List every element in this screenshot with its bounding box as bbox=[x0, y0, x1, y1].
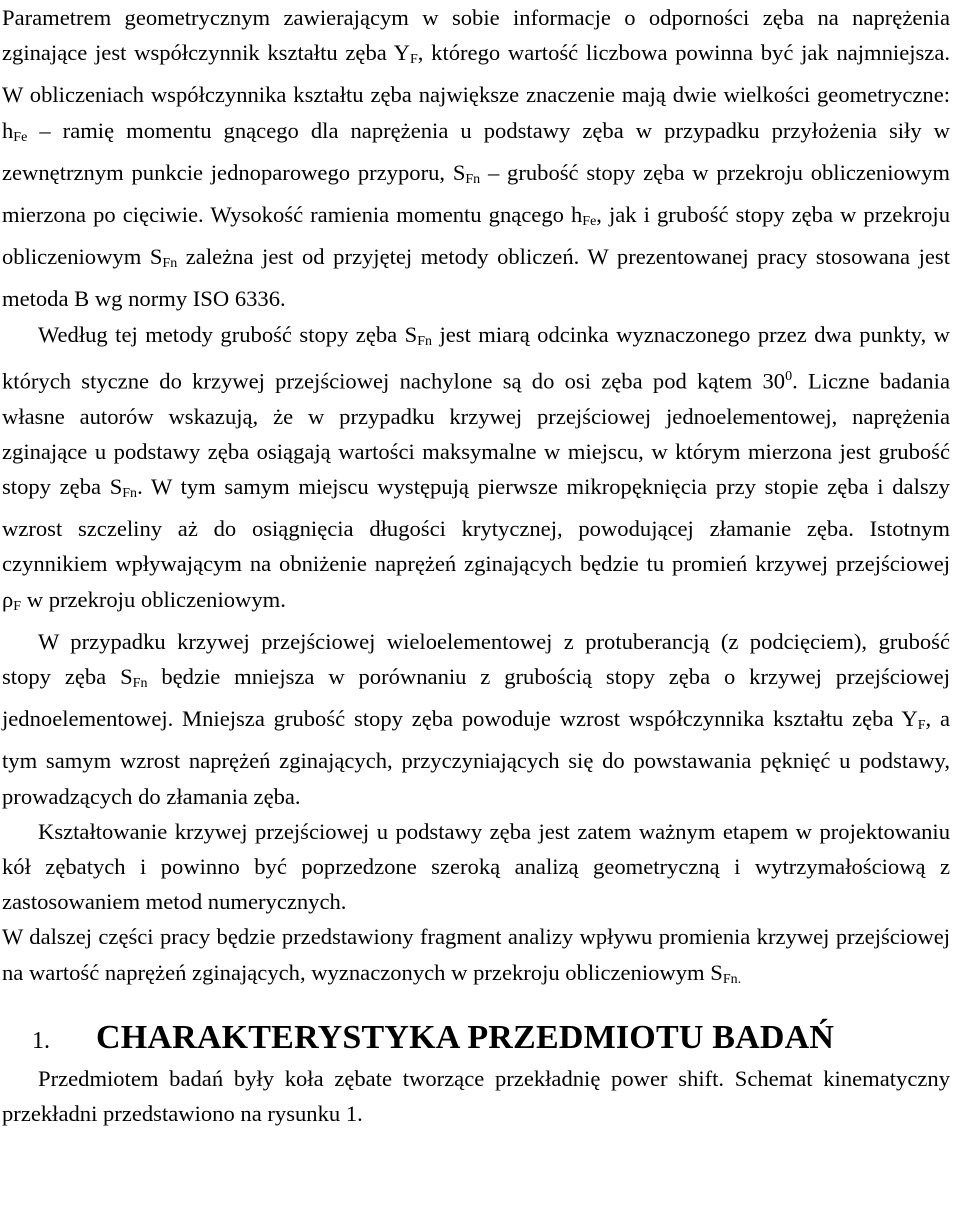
subscript: F bbox=[409, 52, 418, 68]
section-number: 1. bbox=[32, 1027, 50, 1054]
paragraph-shaping: Kształtowanie krzywej przejściowej u podstawy zęba jest zatem ważnym etapem w projektowaniu kół zębatych i powinno być poprzedzone szeroką analizą geometryczną i wytrzymałościową z zastosowaniem metod numerycznych. bbox=[2, 818, 950, 915]
paragraph-subject: Przedmiotem badań były koła zębate tworzące przekładnię power shift. Schemat kinematyczny przekładni przedstawiono na rysunku 1. bbox=[2, 1065, 950, 1127]
subscript: Fn bbox=[417, 333, 433, 349]
subscript: Fn. bbox=[722, 971, 742, 987]
subscript: Fe bbox=[13, 129, 28, 145]
subscript: F bbox=[917, 718, 926, 734]
subscript: Fn bbox=[465, 171, 481, 187]
paragraph-further-analysis: W dalszej części pracy będzie przedstawiony fragment analizy wpływu promienia krzywej przejściowej na wartość naprężeń zginających, wyznaczonych w przekroju obliczeniowym $S_{Fn.}$ bbox=[2, 924, 950, 987]
subscript: F bbox=[13, 598, 22, 614]
subscript: Fe bbox=[582, 214, 597, 230]
paragraph-shape-factor: Parametrem geometrycznym zawierającym w sobie informacje o odporności zęba na naprężenia zginające jest współczynnik kształtu zęba $Y_F$, którego wartość liczbowa powinna być jak najmniejsza. W obliczeniach współczynnika kształtu zęba największe znaczenie mają dwie wielkości geometryczne: $h_{Fe}$ – ramię momentu gnącego dla naprężenia u podstawy zęba w przypadku przyłożenia siły w zewnętrznym punkcie jednoparowego przyporu, $S_{Fn}$ – grubość stopy zęba w przekroju obliczeniowym mierzona po cięciwie. Wysokość ramienia momentu gnącego $h_{Fe}$, jak i grubość stopy zęba w przekroju obliczeniowym $S_{Fn}$ zależna jest od przyjętej metody obliczeń. W prezentowanej pracy stosowana jest metoda B wg normy ISO 6336. bbox=[2, 5, 951, 312]
subscript: Fn bbox=[162, 256, 178, 272]
subscript: Fn bbox=[122, 485, 138, 501]
superscript: 0 bbox=[785, 368, 793, 384]
paragraph-protuberance: W przypadku krzywej przejściowej wieloelementowej z protuberancją (z podcięciem), grubość stopy zęba $S_{Fn}$ będzie mniejsza w porównaniu z grubością stopy zęba o krzywej przejściowej jednoelementowej. Mniejsza grubość stopy zęba powoduje wzrost współczynnika kształtu zęba $Y_F$, a tym samym wzrost naprężeń zginających, przyczyniających się do powstawania pęknięć u podstawy, prowadzących do złamania zęba. bbox=[2, 628, 950, 809]
section-heading bbox=[2, 1019, 950, 1057]
paragraph-method-b: Według tej metody grubość stopy zęba $S_{Fn}$ jest miarą odcinka wyznaczonego przez dwa punkty, w których styczne do krzywej przejściowej nachylone są do osi zęba pod kątem $30^0$. Liczne badania własne autorów wskazują, że w przypadku krzywej przejściowej jednoelementowej, naprężenia zginające u podstawy zęba osiągają wartości maksymalne w miejscu, w którym mierzona jest grubość stopy zęba $S_{Fn}$. W tym samym miejscu występują pierwsze mikropęknięcia przy stopie zęba i dalszy wzrost szczeliny aż do osiągnięcia długości krytycznej, powodującej złamanie zęba. Istotnym czynnikiem wpływającym na obniżenie naprężeń zginających będzie tu promień krzywej przejściowej $\rho_F$ w przekroju obliczeniowym. bbox=[2, 321, 950, 614]
section-title: CHARAKTERYSTYKA PRZEDMIOTU BADAŃ bbox=[96, 1018, 835, 1056]
subscript: Fn bbox=[132, 675, 148, 691]
